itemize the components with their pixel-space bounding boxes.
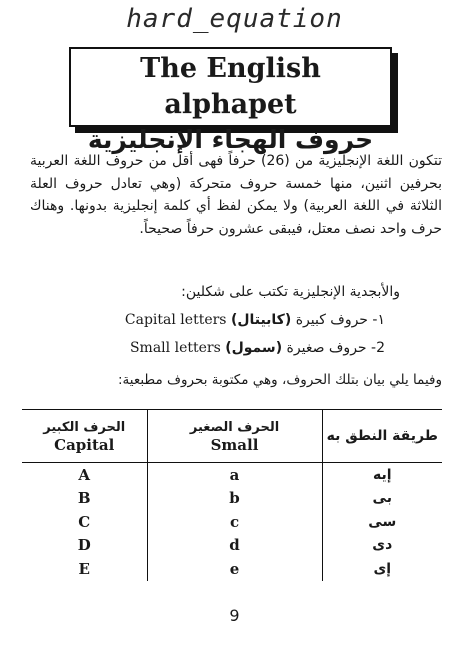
- table-intro: وفيما يلي بيان بتلك الحروف، وهي مكتوبة بحروف مطبعية:: [117, 372, 442, 388]
- alphabet-table: [22, 409, 442, 581]
- small-letter: c: [147, 510, 322, 534]
- form-item-arabic-term: (سمول): [225, 340, 283, 356]
- header-capital-english: Capital: [54, 435, 115, 454]
- form-item-small: [30, 337, 385, 359]
- capital-letter: E: [22, 557, 147, 581]
- pronunciation: إيه: [372, 466, 392, 483]
- header-small: [147, 410, 322, 463]
- title-arabic: حروف الهجاء الإنجليزية: [87, 125, 374, 154]
- small-letter: d: [147, 534, 322, 558]
- capital-letter: D: [22, 534, 147, 558]
- small-letter: b: [147, 487, 322, 511]
- pronunciation: إى: [373, 560, 392, 577]
- title-english: The English alphapet: [140, 53, 321, 120]
- capital-letter: A: [22, 463, 147, 487]
- form-item-arabic-term: (كابيتال): [230, 312, 292, 328]
- capital-letter: B: [22, 487, 147, 511]
- header-pronunciation-label: طريقة النطق به: [326, 428, 438, 444]
- header-pronunciation: [322, 410, 442, 463]
- pronunciation: دى: [372, 537, 393, 554]
- title-box: [69, 47, 392, 154]
- pronunciation: سى: [368, 513, 397, 530]
- table-row: [22, 510, 442, 534]
- form-item-english: Capital letters: [124, 312, 227, 328]
- header-capital-arabic: الحرف الكبير: [43, 419, 126, 435]
- table-header-row: [22, 410, 442, 463]
- table-row: [22, 487, 442, 511]
- form-item-prefix: 2- حروف صغيرة: [286, 340, 385, 356]
- page-number: 9: [229, 606, 240, 625]
- forms-intro: والأبجدية الإنجليزية تكتب على شكلين:: [181, 284, 400, 300]
- header-small-arabic: الحرف الصغير: [189, 419, 280, 435]
- table-row: [22, 557, 442, 581]
- small-letter: e: [147, 557, 322, 581]
- form-item-english: Small letters: [129, 340, 221, 356]
- table-row: [22, 463, 442, 487]
- handwritten-label: hard_equation: [126, 4, 343, 34]
- table-row: [22, 534, 442, 558]
- small-letter: a: [147, 463, 322, 487]
- capital-letter: C: [22, 510, 147, 534]
- form-item-capital: [30, 309, 385, 331]
- header-capital: [22, 410, 147, 463]
- intro-paragraph: تتكون اللغة الإنجليزية من (26) حرفاً فهى أقل من حروف اللغة العربية بحرفين اثنين، منها خمسة حروف متحركة (وهي تعادل حروف العلة الثلاثة في اللغة العربية) ولا يمكن لفظ أي كلمة إنجليزية بدونها. وهناك حرف واحد نصف معتل، فيبقى عشرون حرفاً صحيحاً.: [30, 153, 442, 237]
- pronunciation: بى: [372, 490, 392, 507]
- header-small-english: Small: [210, 435, 259, 454]
- form-item-prefix: ١- حروف كبيرة: [295, 312, 385, 328]
